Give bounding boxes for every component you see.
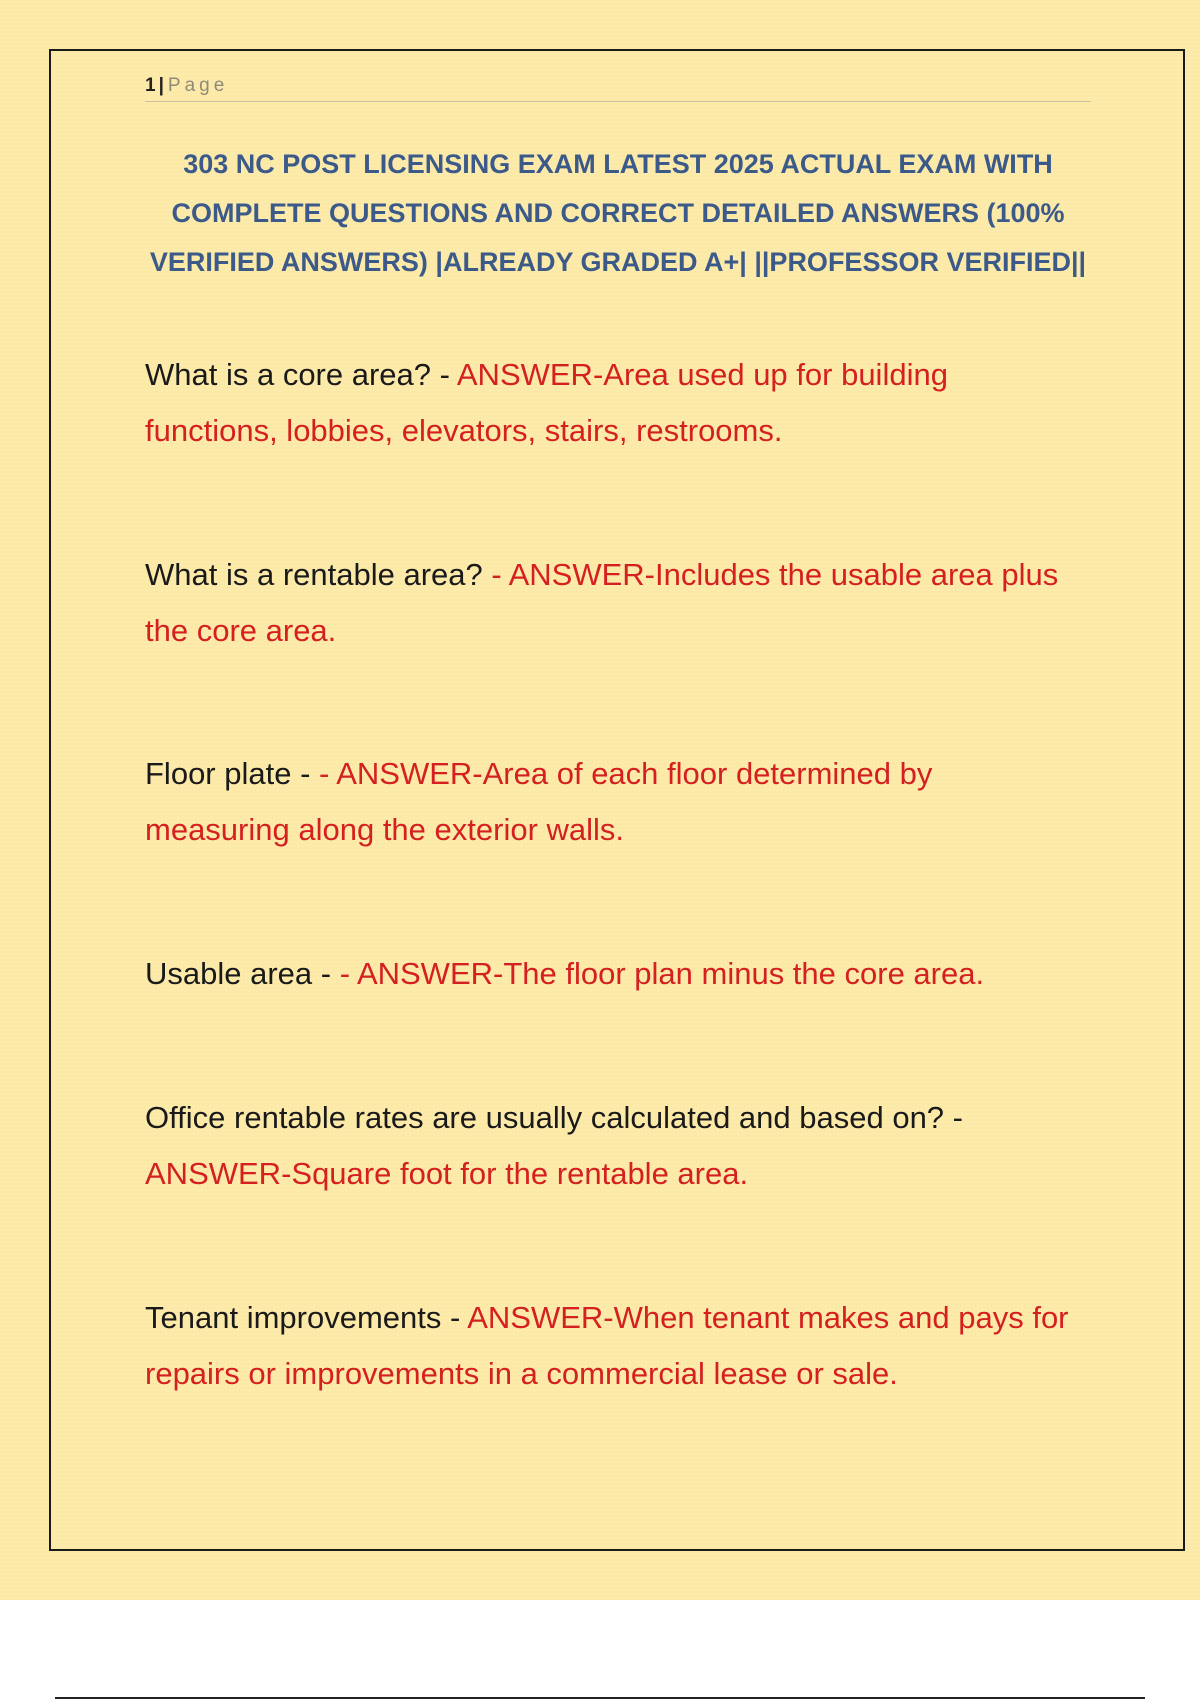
page-label: Page xyxy=(167,75,229,96)
answer-text: - ANSWER-The floor plan minus the core area. xyxy=(339,956,985,991)
page-number-separator: | xyxy=(158,75,164,96)
question-text: What is a rentable area? xyxy=(145,557,492,592)
document-title: 303 NC POST LICENSING EXAM LATEST 2025 ACTUAL EXAM WITH COMPLETE QUESTIONS AND CORRECT DETAILED ANSWERS (100% VERIFIED ANSWERS) |ALREADY GRADED A+| ||PROFESSOR VERIFIED|| xyxy=(149,149,1087,277)
qa-item xyxy=(145,1290,1085,1402)
question-text: Floor plate - xyxy=(145,756,320,791)
answer-text: ANSWER-Square foot for the rentable area. xyxy=(145,1156,749,1191)
question-text: Office rentable rates are usually calculated and based on? - xyxy=(145,1100,963,1135)
answer-text: - ANSWER-Area of each floor determined by measuring along the exterior walls. xyxy=(145,756,933,847)
question-text: Tenant improvements - xyxy=(145,1300,468,1335)
answer-text: - ANSWER-Includes the usable area plus the core area. xyxy=(145,557,1059,648)
answer-text: ANSWER-When tenant makes and pays for repairs or improvements in a commercial lease or sale. xyxy=(145,1300,1069,1391)
qa-item xyxy=(145,347,1085,459)
page-divider xyxy=(55,1697,1145,1699)
question-text: What is a core area? - xyxy=(145,357,457,392)
qa-item xyxy=(145,547,1085,659)
answer-text: ANSWER-Area used up for building functions, lobbies, elevators, stairs, restrooms. xyxy=(145,357,948,448)
qa-item xyxy=(145,946,1085,1002)
question-text: Usable area - xyxy=(145,956,340,991)
page-number: 1 xyxy=(145,75,156,96)
qa-item xyxy=(145,1090,1085,1202)
qa-item xyxy=(145,746,1085,858)
page-header xyxy=(145,74,1091,102)
